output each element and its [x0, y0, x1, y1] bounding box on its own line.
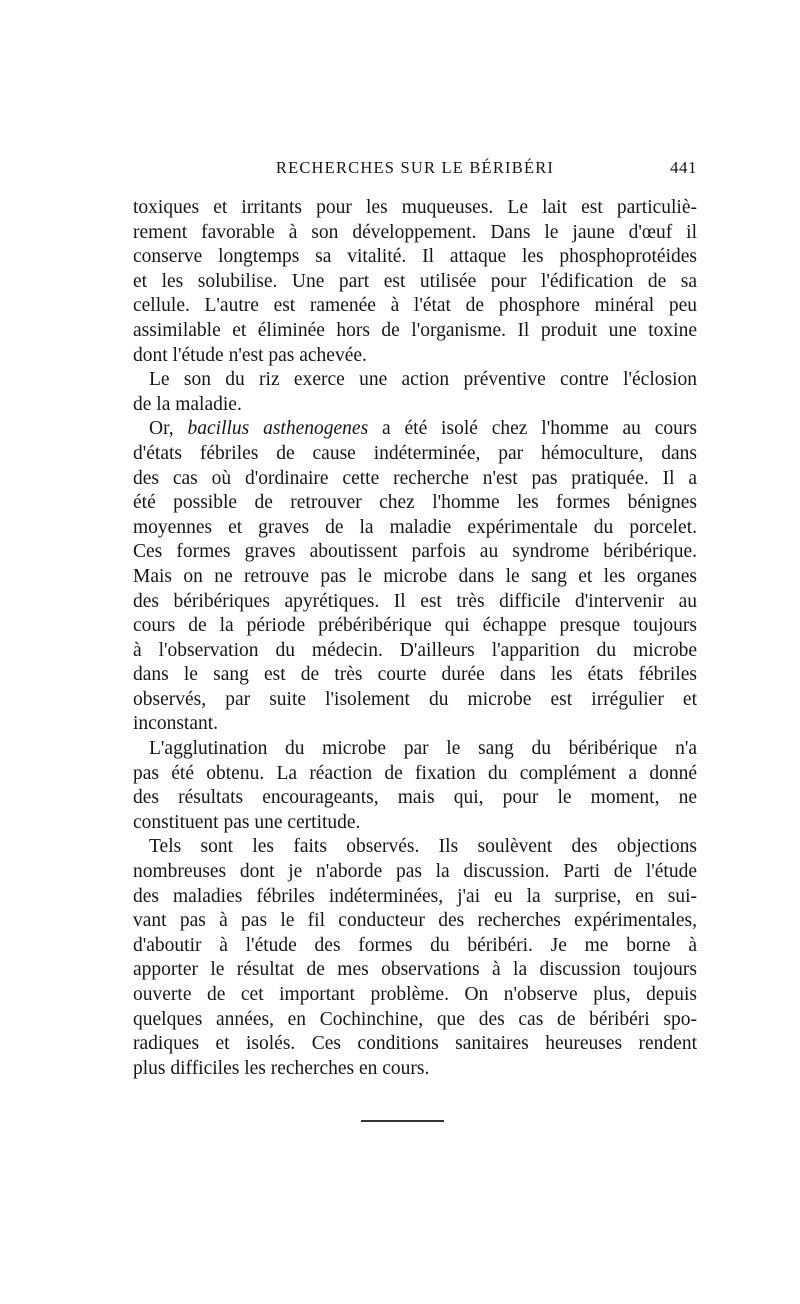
- text-line: des béribériques apyrétiques. Il est très difficile d'intervenir au: [133, 590, 697, 612]
- text-line: Le son du riz exerce une action préventive contre l'éclosion: [149, 369, 697, 391]
- text-line: moyennes et graves de la maladie expérimentale du porcelet.: [133, 516, 697, 538]
- text-line: cellule. L'autre est ramenée à l'état de phosphore minéral peu: [133, 295, 697, 317]
- text-line: des résultats encourageants, mais qui, pour le moment, ne: [133, 787, 697, 809]
- text-line: Ces formes graves aboutissent parfois au syndrome béribérique.: [133, 541, 697, 563]
- species-name: bacillus asthenogenes: [187, 418, 369, 440]
- text-line: assimilable et éliminée hors de l'organisme. Il produit une toxine: [133, 319, 697, 341]
- text-line: d'états fébriles de cause indéterminée, par hémoculture, dans: [133, 442, 697, 464]
- text-line: conserve longtemps sa vitalité. Il attaque les phosphoprotéides: [133, 246, 697, 268]
- text-line: Tels sont les faits observés. Ils soulèvent des objections: [149, 836, 697, 858]
- text-line: des cas où d'ordinaire cette recherche n'est pas pratiquée. Il a: [133, 467, 697, 489]
- text-line: L'agglutination du microbe par le sang du béribérique n'a: [149, 738, 697, 760]
- text-line: radiques et isolés. Ces conditions sanitaires heureuses rendent: [133, 1033, 697, 1055]
- text-line: rement favorable à son développement. Dans le jaune d'œuf il: [133, 221, 697, 243]
- paragraph: [133, 368, 697, 417]
- text-line: apporter le résultat de mes observations à la discussion toujours: [133, 959, 697, 981]
- paragraph: [133, 417, 697, 737]
- text-line: quelques années, en Cochinchine, que des cas de béribéri spo-: [133, 1008, 697, 1030]
- body-text: [133, 196, 697, 1081]
- text-line: Or, bacillus asthenogenes a été isolé chez l'homme au cours: [149, 418, 697, 440]
- text-line: ouverte de cet important problème. On n'observe plus, depuis: [133, 984, 697, 1005]
- page-number: 441: [670, 158, 697, 177]
- text-line: vant pas à pas le fil conducteur des recherches expérimentales,: [133, 910, 697, 932]
- text-line: et les solubilise. Une part est utilisée pour l'édification de sa: [133, 270, 697, 292]
- text-line: des maladies fébriles indéterminées, j'ai eu la surprise, en sui-: [133, 885, 697, 907]
- text-line: été possible de retrouver chez l'homme les formes bénignes: [133, 492, 697, 514]
- text-line: observés, par suite l'isolement du microbe est irrégulier et: [133, 688, 697, 710]
- text-line: à l'observation du médecin. D'ailleurs l'apparition du microbe: [133, 639, 697, 661]
- text-line: cours de la période prébéribérique qui échappe presque toujours: [133, 615, 697, 637]
- paragraph: [133, 196, 697, 368]
- text-line: d'aboutir à l'étude des formes du béribéri. Je me borne à: [133, 934, 697, 956]
- text-line: constituent pas une certitude.: [133, 811, 361, 833]
- text-line: de la maladie.: [133, 393, 242, 415]
- end-rule: [361, 1120, 444, 1122]
- text-line: toxiques et irritants pour les muqueuses. Le lait est particuliè-: [133, 197, 697, 218]
- text-line: inconstant.: [133, 713, 219, 735]
- text-line: dont l'étude n'est pas achevée.: [133, 344, 367, 366]
- running-title: RECHERCHES SUR LE BÉRIBÉRI: [275, 158, 555, 177]
- text-line: pas été obtenu. La réaction de fixation du complément a donné: [133, 762, 697, 784]
- text-line: dans le sang est de très courte durée dans les états fébriles: [133, 664, 697, 686]
- paragraph: [133, 737, 697, 835]
- text-line: plus difficiles les recherches en cours.: [133, 1057, 430, 1079]
- paragraph: [133, 835, 697, 1081]
- text-line: Mais on ne retrouve pas le microbe dans le sang et les organes: [133, 565, 697, 587]
- running-head: [133, 158, 697, 182]
- text-line: nombreuses dont je n'aborde pas la discussion. Parti de l'étude: [133, 861, 697, 883]
